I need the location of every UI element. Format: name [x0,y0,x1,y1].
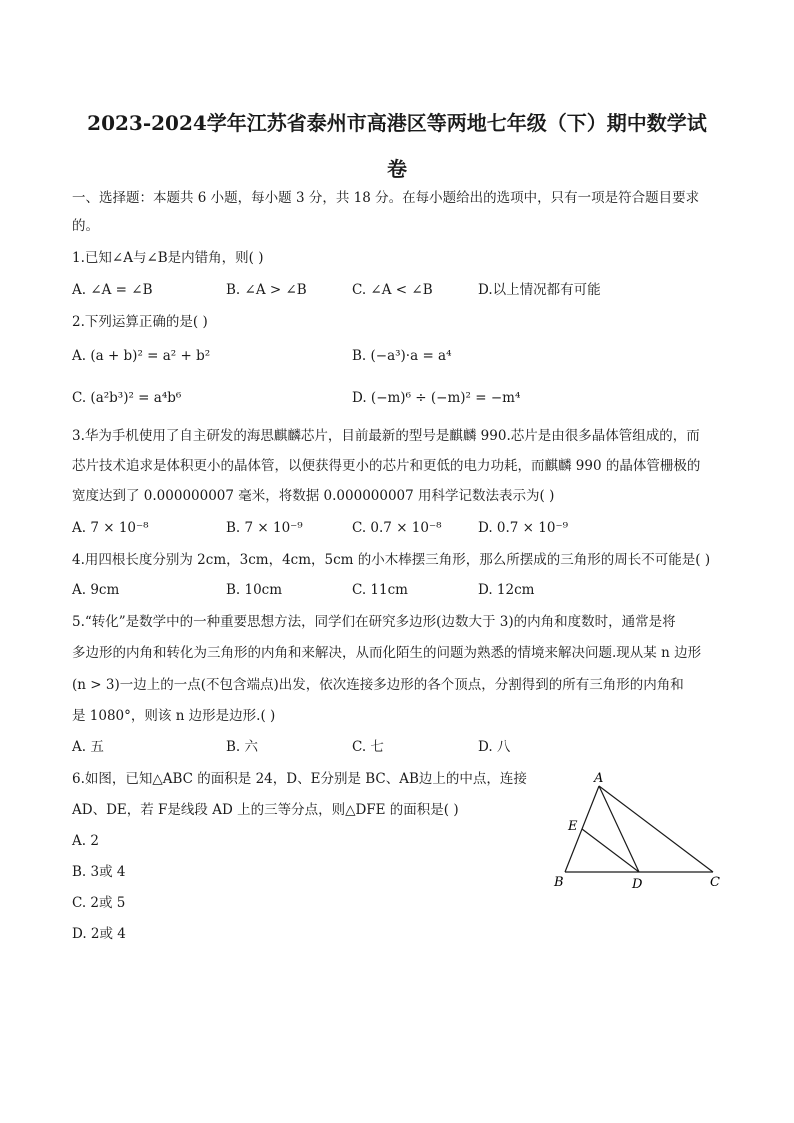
q5-line-4: 是 1080°，则该 n 边形是边形.( ) [72,708,276,724]
q6-option-a: A. 2 [72,833,99,849]
section-1-header: 一、选择题：本题共 6 小题，每小题 3 分，共 18 分。在每小题给出的选项中，只有一项是符合题目要求 [72,190,700,206]
q3-option-d: D. 0.7 × 10⁻⁹ [478,520,569,536]
q6-option-c: C. 2或 5 [72,895,126,911]
q3-option-b: B. 7 × 10⁻⁹ [226,520,303,536]
label-b: B [554,875,564,890]
q5-line-1: 5.“转化”是数学中的一种重要思想方法，同学们在研究多边形(边数大于 3)的内角和度数时，通常是将 [72,614,676,630]
q3-option-a: A. 7 × 10⁻⁸ [72,520,149,536]
q1-option-b: B. ∠A > ∠B [226,282,307,298]
q2-option-d: D. (−m)⁶ ÷ (−m)² = −m⁴ [352,390,521,406]
q4-option-d: D. 12cm [478,582,535,598]
triangle-figure [550,768,730,894]
q4-stem: 4.用四根长度分别为 2cm，3cm，4cm，5cm 的小木棒摆三角形，那么所摆成的三角形的周长不可能是( ) [72,552,711,568]
q1-option-d: D.以上情况都有可能 [478,282,601,298]
q2-option-c: C. (a²b³)² = a⁴b⁶ [72,390,182,406]
q4-option-b: B. 10cm [226,582,283,598]
q3-line-2: 芯片技术追求是体积更小的晶体管，以便获得更小的芯片和更低的电力功耗，而麒麟 990 的晶体管栅极的 [72,458,701,474]
q3-option-c: C. 0.7 × 10⁻⁸ [352,520,442,536]
q6-line-1: 6.如图，已知△ABC 的面积是 24，D、E分别是 BC、AB边上的中点，连接 [72,771,527,787]
title-line-2: 卷 [387,157,407,181]
q6-option-b: B. 3或 4 [72,864,126,880]
q5-option-c: C. 七 [352,739,384,755]
q2-option-a: A. (a + b)² = a² + b² [72,348,211,364]
q4-option-a: A. 9cm [72,582,120,598]
q6-option-d: D. 2或 4 [72,926,126,942]
label-e: E [568,819,578,834]
q1-stem: 1.已知∠A与∠B是内错角，则( ) [72,250,264,266]
q4-option-c: C. 11cm [352,582,408,598]
q5-line-3: (n > 3)一边上的一点(不包含端点)出发，依次连接多边形的各个顶点，分割得到的所有三角形的内角和 [72,677,684,693]
segment-de [582,829,639,872]
section-1-header-cont: 的。 [72,218,99,234]
q5-line-2: 多边形的内角和转化为三角形的内角和来解决，从而化陌生的问题为熟悉的情境来解决问题.现从某 n 边形 [72,645,702,661]
q3-line-3: 宽度达到了 0.000000007 毫米，将数据 0.000000007 用科学记数法表示为( ) [72,488,555,504]
edge-ac [599,786,713,872]
q5-option-a: A. 五 [72,739,104,755]
q2-stem: 2.下列运算正确的是( ) [72,314,208,330]
segment-ad [599,786,639,872]
q2-option-b: B. (−a³)·a = a⁴ [352,348,452,364]
q5-option-d: D. 八 [478,739,511,755]
title-line-1: 2023-2024学年江苏省泰州市高港区等两地七年级（下）期中数学试 [87,111,707,135]
exam-title [60,100,734,192]
q1-option-c: C. ∠A < ∠B [352,282,433,298]
label-c: C [710,875,720,890]
q1-option-a: A. ∠A = ∠B [72,282,153,298]
q3-line-1: 3.华为手机使用了自主研发的海思麒麟芯片，目前最新的型号是麒麟 990.芯片是由很多晶体管组成的，而 [72,428,700,444]
q6-line-2: AD、DE，若 F是线段 AD 上的三等分点，则△DFE 的面积是( ) [72,802,459,818]
q5-option-b: B. 六 [226,739,259,755]
label-a: A [594,771,604,786]
label-d: D [632,877,643,892]
